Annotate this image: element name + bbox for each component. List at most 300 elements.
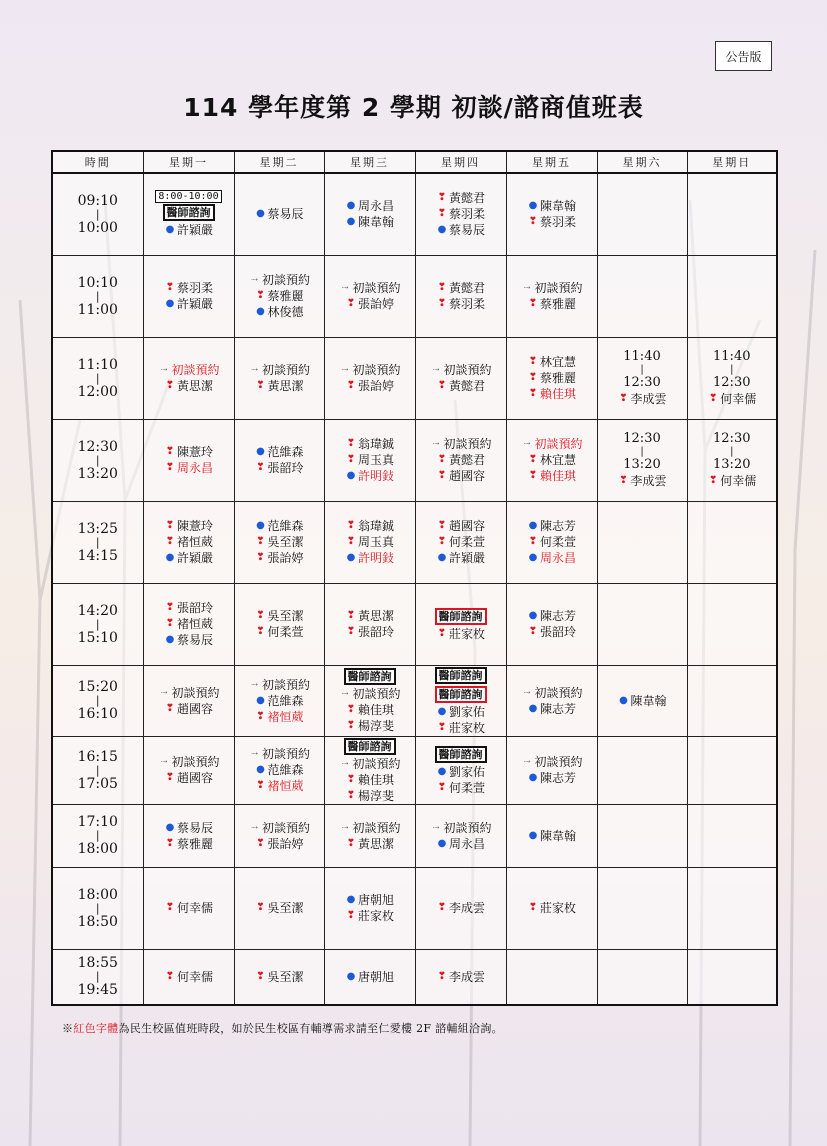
counselor-entry — [164, 280, 213, 296]
table-row — [52, 337, 777, 419]
schedule-cell — [415, 255, 506, 337]
female-counselor-icon: ❣ — [437, 721, 447, 733]
entry-label: 何幸儒 — [176, 969, 213, 984]
time-slot — [52, 255, 143, 337]
counselor-entry — [527, 701, 576, 717]
counselor-entry — [254, 378, 303, 394]
female-counselor-icon: ❣ — [346, 454, 356, 465]
appointment-entry — [338, 686, 400, 702]
entry-label: 翁瑋鋮 — [357, 437, 394, 451]
entry-label: 褚恒葳 — [267, 709, 304, 724]
female-counselor-icon: ❣ — [619, 393, 628, 404]
schedule-cell — [324, 665, 415, 736]
schedule-cell — [506, 337, 597, 419]
counselor-entry — [436, 378, 485, 394]
appointment-entry — [157, 754, 219, 770]
entry-label: 蔡易辰 — [267, 207, 304, 222]
male-counselor-icon: ● — [528, 200, 538, 212]
counselor-entry — [345, 702, 394, 718]
female-counselor-icon: ❣ — [346, 626, 356, 637]
entry-label: 張韶玲 — [267, 461, 304, 475]
entry-label: 初談預約 — [443, 437, 492, 451]
counselor-entry — [345, 534, 394, 550]
entry-label: 蔡羽柔 — [448, 207, 485, 222]
entry-label: 賴佳琪 — [357, 703, 394, 717]
female-counselor-icon: ❣ — [709, 393, 718, 404]
schedule-cell — [324, 867, 415, 949]
appointment-icon: ⇢ — [341, 758, 349, 768]
female-counselor-icon: ❣ — [437, 970, 447, 982]
appointment-entry — [520, 436, 582, 452]
entry-label: 蔡羽柔 — [448, 297, 485, 311]
counselor-entry — [254, 836, 303, 852]
footnote-highlight: 紅色字體 — [73, 1022, 119, 1035]
slot-divider: | — [95, 371, 100, 385]
counselor-entry — [527, 900, 576, 916]
appointment-entry — [338, 362, 400, 378]
entry-label: 周永昌 — [539, 551, 576, 565]
schedule-cell — [415, 583, 506, 665]
schedule-cell — [506, 736, 597, 804]
appointment-icon: ⇢ — [432, 365, 440, 374]
appointment-entry — [248, 272, 310, 288]
appointment-entry — [248, 362, 310, 378]
schedule-cell — [415, 173, 506, 255]
counselor-entry — [436, 900, 485, 916]
counselor-entry — [345, 836, 394, 852]
female-counselor-icon: ❣ — [256, 970, 265, 982]
entry-label: 張詒婷 — [357, 297, 394, 311]
counselor-entry — [164, 632, 213, 648]
schedule-cell — [597, 173, 687, 255]
slot-end: 12:00 — [77, 383, 118, 400]
header-day: 星期二 — [234, 151, 324, 173]
counselor-entry — [345, 296, 394, 312]
counselor-entry — [436, 969, 485, 985]
schedule-cell — [143, 867, 234, 949]
schedule-cell — [143, 804, 234, 867]
slot-divider: | — [95, 453, 100, 467]
slot-end: 18:50 — [77, 913, 118, 930]
doctor-consult-badge: 醫師諮詢 — [344, 738, 396, 755]
appointment-icon: ⇢ — [432, 439, 440, 448]
appointment-icon: ⇢ — [251, 679, 258, 689]
entry-label: 褚恒葳 — [176, 535, 213, 549]
schedule-cell — [234, 583, 324, 665]
female-counselor-icon: ❣ — [437, 298, 447, 309]
counselor-entry — [436, 222, 485, 238]
schedule-cell — [687, 583, 777, 665]
table-row — [52, 583, 777, 665]
header-time: 時間 — [52, 151, 143, 173]
footnote-mark: ※ — [62, 1022, 74, 1035]
female-counselor-icon: ❣ — [165, 970, 175, 982]
schedule-cell — [415, 337, 506, 419]
schedule-cell — [687, 804, 777, 867]
schedule-cell — [324, 501, 415, 583]
schedule-cell — [143, 501, 234, 583]
counselor-entry — [436, 452, 485, 468]
counselor-entry — [436, 280, 485, 296]
counselor-entry — [436, 836, 485, 852]
entry-label: 李成雲 — [448, 901, 485, 915]
entry-label: 初談預約 — [352, 687, 401, 701]
appointment-icon: ⇢ — [341, 822, 349, 832]
counselor-entry — [527, 370, 576, 386]
table-row — [52, 736, 777, 804]
slot-divider: | — [640, 446, 644, 457]
counselor-entry — [164, 296, 213, 312]
header-day: 星期三 — [324, 151, 415, 173]
schedule-cell — [324, 255, 415, 337]
entry-label: 初談預約 — [352, 281, 401, 295]
slot-end: 17:05 — [77, 775, 118, 792]
counselor-entry — [436, 764, 485, 780]
slot-end: 15:10 — [77, 629, 118, 646]
entry-label: 陳薏玲 — [176, 519, 213, 533]
female-counselor-icon: ❣ — [437, 208, 447, 220]
female-counselor-icon: ❣ — [165, 837, 175, 849]
table-row — [52, 949, 777, 1005]
entry-label: 林宜慧 — [539, 453, 576, 467]
counselor-entry — [527, 518, 576, 534]
counselor-entry — [254, 460, 303, 476]
entry-label: 趙國容 — [448, 519, 485, 533]
schedule-cell — [506, 255, 597, 337]
counselor-entry — [617, 473, 666, 489]
footnote-text: 為民生校區值班時段，如於民生校區有輔導需求請至仁愛樓 2F 諮輔組洽詢。 — [118, 1022, 503, 1035]
counselor-entry — [345, 608, 394, 624]
entry-label: 劉家佑 — [448, 764, 485, 779]
entry-label: 林宜慧 — [539, 355, 576, 369]
entry-label: 蔡易辰 — [176, 820, 213, 835]
slot-start: 18:55 — [77, 955, 118, 972]
entry-label: 周永昌 — [176, 461, 213, 475]
counselor-entry — [254, 534, 303, 550]
entry-label: 黃懿君 — [448, 281, 485, 295]
male-counselor-icon: ● — [256, 694, 265, 706]
weekend-time-range — [623, 431, 660, 473]
counselor-entry — [254, 969, 303, 985]
male-counselor-icon: ● — [165, 224, 175, 236]
entry-label: 初談預約 — [352, 820, 401, 835]
schedule-cell — [415, 804, 506, 867]
female-counselor-icon: ❣ — [437, 470, 447, 481]
counselor-entry — [345, 788, 394, 804]
entry-label: 唐朝旭 — [357, 893, 394, 907]
male-counselor-icon: ● — [437, 837, 447, 849]
appointment-entry — [248, 677, 310, 693]
entry-label: 初談預約 — [534, 281, 583, 295]
slot-start: 16:15 — [77, 748, 118, 765]
appointment-entry — [429, 436, 491, 452]
male-counselor-icon: ● — [437, 552, 447, 563]
female-counselor-icon: ❣ — [437, 781, 447, 793]
time-slot — [52, 583, 143, 665]
time-slot — [52, 665, 143, 736]
slot-divider: | — [95, 763, 100, 777]
counselor-entry — [345, 436, 394, 452]
slot-end: 12:30 — [713, 375, 751, 390]
entry-label: 陳韋翰 — [357, 215, 394, 230]
time-slot — [52, 949, 143, 1005]
slot-divider: | — [95, 829, 100, 842]
female-counselor-icon: ❣ — [256, 552, 265, 563]
female-counselor-icon: ❣ — [528, 388, 538, 399]
schedule-cell — [597, 255, 687, 337]
counselor-entry — [345, 969, 394, 985]
entry-label: 翁瑋鋮 — [357, 519, 394, 533]
entry-label: 初談預約 — [261, 677, 310, 692]
counselor-entry — [436, 534, 485, 550]
schedule-cell — [687, 949, 777, 1005]
female-counselor-icon: ❣ — [437, 454, 447, 465]
entry-label: 趙國容 — [176, 701, 213, 716]
counselor-entry — [164, 701, 213, 717]
entry-label: 趙國容 — [176, 771, 213, 785]
schedule-cell — [324, 736, 415, 804]
entry-label: 蔡易辰 — [448, 223, 485, 238]
counselor-entry — [527, 770, 576, 786]
male-counselor-icon: ● — [256, 306, 265, 317]
schedule-cell — [234, 173, 324, 255]
entry-label: 初談預約 — [261, 363, 310, 377]
entry-label: 劉家佑 — [448, 704, 485, 719]
entry-label: 陳志芳 — [539, 519, 576, 533]
counselor-entry — [254, 900, 303, 916]
schedule-cell — [234, 665, 324, 736]
slot-start: 11:10 — [77, 356, 118, 373]
female-counselor-icon: ❣ — [437, 380, 447, 391]
counselor-entry — [527, 608, 576, 624]
schedule-cell — [143, 736, 234, 804]
counselor-entry — [164, 534, 213, 550]
counselor-entry — [436, 780, 485, 796]
counselor-entry — [527, 624, 576, 640]
entry-label: 黃思潔 — [357, 836, 394, 851]
appointment-icon: ⇢ — [341, 689, 349, 698]
appointment-icon: ⇢ — [341, 283, 349, 292]
counselor-entry — [254, 693, 303, 709]
entry-label: 許穎嚴 — [448, 551, 485, 565]
female-counselor-icon: ❣ — [528, 902, 538, 913]
entry-label: 楊淳斐 — [357, 719, 394, 733]
appointment-icon: ⇢ — [251, 822, 258, 832]
counselor-entry — [345, 452, 394, 468]
special-time-box: 8:00-10:00 — [155, 190, 221, 203]
female-counselor-icon: ❣ — [256, 626, 265, 637]
slot-end: 19:45 — [77, 982, 118, 999]
female-counselor-icon: ❣ — [437, 627, 447, 639]
entry-label: 黃思潔 — [357, 609, 394, 623]
appointment-entry — [520, 754, 582, 770]
counselor-entry — [707, 473, 756, 489]
schedule-cell — [597, 501, 687, 583]
counselor-entry — [345, 198, 394, 214]
entry-label: 初談預約 — [534, 755, 583, 769]
entry-label: 張韶玲 — [539, 625, 576, 639]
slot-divider: | — [640, 364, 644, 375]
female-counselor-icon: ❣ — [346, 720, 356, 731]
weekend-time-range — [623, 349, 660, 391]
table-row — [52, 173, 777, 255]
counselor-entry — [436, 704, 485, 720]
counselor-entry — [345, 892, 394, 908]
schedule-cell — [597, 804, 687, 867]
schedule-cell — [687, 419, 777, 501]
counselor-entry — [527, 296, 576, 312]
schedule-cell — [234, 804, 324, 867]
male-counselor-icon: ● — [528, 610, 538, 621]
schedule-cell — [597, 665, 687, 736]
schedule-cell — [687, 173, 777, 255]
appointment-icon: ⇢ — [523, 687, 531, 697]
schedule-cell — [415, 736, 506, 804]
time-slot — [52, 173, 143, 255]
schedule-cell — [597, 419, 687, 501]
male-counselor-icon: ● — [165, 298, 175, 309]
female-counselor-icon: ❣ — [528, 454, 538, 465]
slot-start: 17:10 — [77, 814, 118, 830]
entry-label: 何幸儒 — [720, 474, 757, 488]
entry-label: 陳志芳 — [539, 701, 576, 716]
entry-label: 蔡雅麗 — [539, 371, 576, 385]
entry-label: 張韶玲 — [176, 601, 213, 615]
table-header-row — [52, 151, 777, 173]
female-counselor-icon: ❣ — [346, 298, 356, 309]
schedule-cell — [506, 173, 597, 255]
entry-label: 黃思潔 — [267, 379, 304, 393]
entry-label: 許明鈙 — [357, 469, 394, 483]
appointment-icon: ⇢ — [160, 687, 168, 697]
appointment-entry — [520, 280, 582, 296]
entry-label: 初談預約 — [261, 747, 310, 761]
notice-version-tag: 公告版 — [715, 41, 772, 71]
schedule-cell — [143, 583, 234, 665]
slot-start: 11:40 — [713, 349, 751, 364]
female-counselor-icon: ❣ — [256, 780, 265, 791]
schedule-cell — [143, 665, 234, 736]
schedule-cell — [597, 583, 687, 665]
schedule-cell — [506, 665, 597, 736]
counselor-entry — [254, 778, 303, 794]
weekend-time-range — [713, 431, 750, 473]
entry-label: 莊家枚 — [448, 626, 485, 641]
schedule-cell — [234, 867, 324, 949]
female-counselor-icon: ❣ — [165, 902, 175, 913]
counselor-entry — [436, 190, 485, 206]
counselor-entry — [527, 550, 576, 566]
slot-divider: | — [730, 446, 734, 457]
male-counselor-icon: ● — [346, 200, 356, 212]
slot-start: 13:25 — [77, 520, 118, 537]
male-counselor-icon: ● — [528, 702, 538, 714]
slot-end: 11:00 — [77, 301, 118, 318]
schedule-cell — [687, 736, 777, 804]
male-counselor-icon: ● — [165, 821, 175, 833]
appointment-icon: ⇢ — [251, 365, 258, 374]
counselor-entry — [345, 908, 394, 924]
counselor-entry — [527, 214, 576, 230]
appointment-entry — [429, 820, 491, 836]
female-counselor-icon: ❣ — [346, 380, 356, 391]
entry-label: 黃思潔 — [176, 379, 213, 393]
entry-label: 張韶玲 — [357, 625, 394, 639]
appointment-icon: ⇢ — [251, 275, 258, 284]
appointment-entry — [248, 820, 310, 836]
appointment-icon: ⇢ — [523, 439, 531, 448]
male-counselor-icon: ● — [528, 829, 538, 841]
schedule-cell — [324, 583, 415, 665]
schedule-cell — [415, 867, 506, 949]
counselor-entry — [436, 296, 485, 312]
counselor-entry — [164, 969, 213, 985]
female-counselor-icon: ❣ — [346, 438, 356, 449]
counselor-entry — [345, 378, 394, 394]
female-counselor-icon: ❣ — [709, 475, 718, 486]
schedule-cell — [324, 419, 415, 501]
entry-label: 許穎嚴 — [176, 551, 213, 565]
schedule-cell — [324, 804, 415, 867]
entry-label: 范維森 — [267, 445, 304, 459]
female-counselor-icon: ❣ — [437, 282, 447, 293]
female-counselor-icon: ❣ — [437, 536, 447, 547]
slot-end: 13:20 — [623, 457, 661, 472]
male-counselor-icon: ● — [256, 520, 265, 531]
entry-label: 何柔萱 — [448, 780, 485, 795]
entry-label: 范維森 — [267, 763, 304, 777]
slot-start: 11:40 — [623, 349, 661, 364]
appointment-entry — [157, 685, 219, 701]
schedule-cell — [597, 949, 687, 1005]
schedule-cell — [506, 583, 597, 665]
table-row — [52, 804, 777, 867]
header-day: 星期一 — [143, 151, 234, 173]
counselor-entry — [254, 304, 303, 320]
male-counselor-icon: ● — [256, 764, 265, 775]
appointment-entry — [429, 362, 491, 378]
counselor-entry — [164, 616, 213, 632]
counselor-entry — [254, 288, 303, 304]
slot-divider: | — [95, 535, 100, 549]
counselor-entry — [164, 222, 213, 238]
counselor-entry — [164, 550, 213, 566]
entry-label: 李成雲 — [630, 392, 667, 406]
female-counselor-icon: ❣ — [256, 710, 265, 722]
entry-label: 吳至潔 — [267, 535, 304, 549]
female-counselor-icon: ❣ — [528, 536, 538, 547]
entry-label: 何柔萱 — [539, 535, 576, 549]
entry-label: 陳志芳 — [539, 771, 576, 785]
female-counselor-icon: ❣ — [528, 470, 538, 481]
schedule-cell — [687, 255, 777, 337]
schedule-cell — [234, 419, 324, 501]
counselor-entry — [617, 391, 666, 407]
slot-start: 12:30 — [713, 431, 751, 446]
counselor-entry — [254, 444, 303, 460]
slot-start: 14:20 — [77, 602, 118, 619]
table-row — [52, 501, 777, 583]
schedule-cell — [506, 804, 597, 867]
appointment-icon: ⇢ — [160, 757, 168, 766]
appointment-icon: ⇢ — [523, 283, 531, 292]
entry-label: 吳至潔 — [267, 609, 304, 623]
counselor-entry — [345, 468, 394, 484]
entry-label: 陳韋翰 — [539, 828, 576, 843]
appointment-entry — [520, 685, 582, 701]
female-counselor-icon: ❣ — [528, 356, 538, 367]
entry-label: 初談預約 — [261, 820, 310, 835]
